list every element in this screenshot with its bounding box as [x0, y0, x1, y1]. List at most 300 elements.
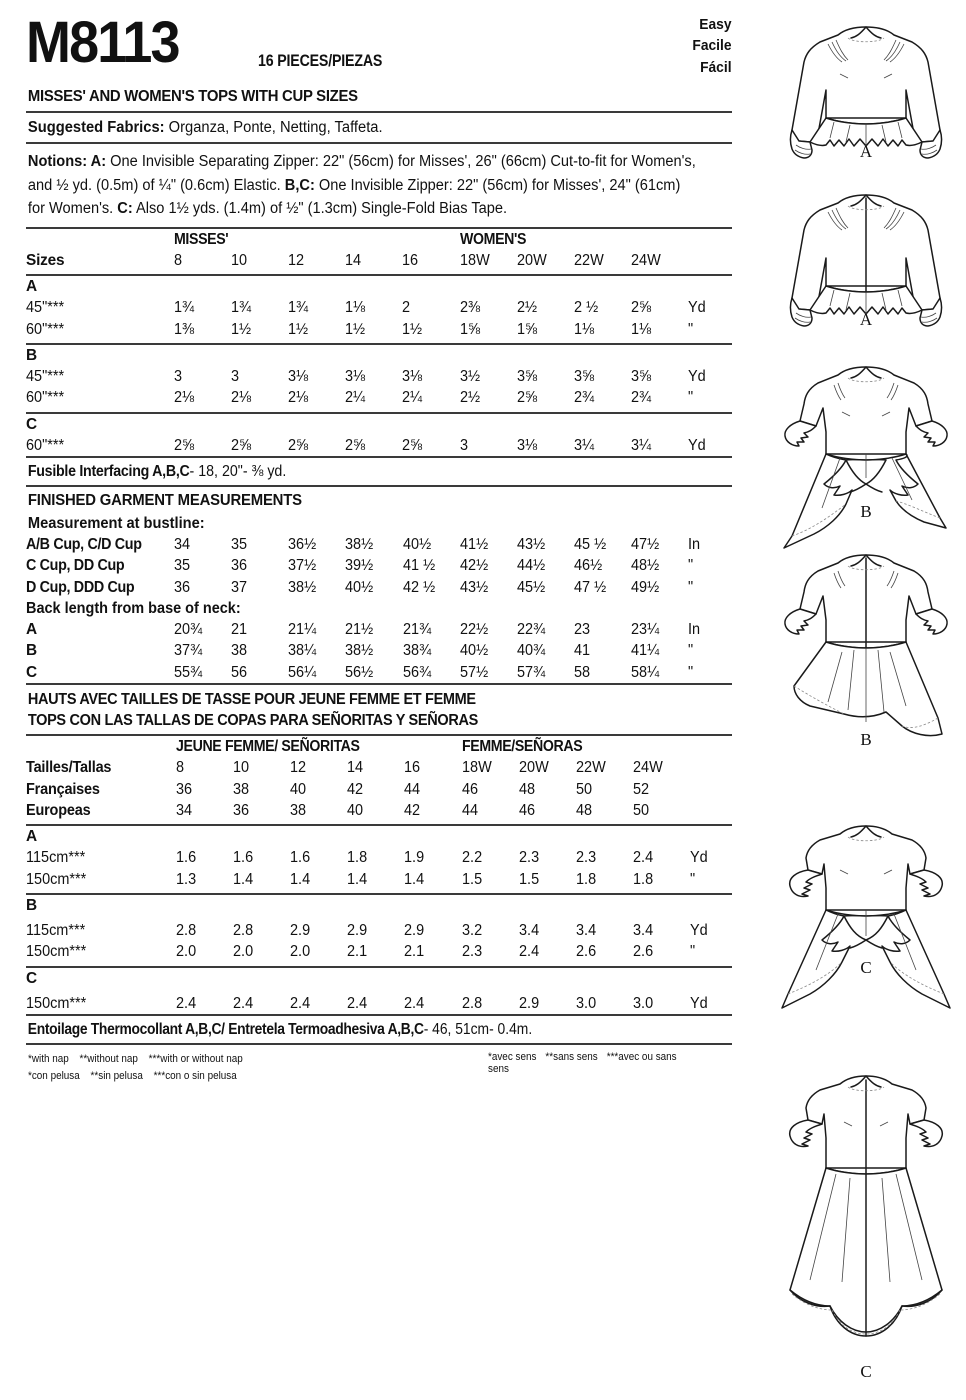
cell: 12 [290, 759, 307, 777]
cell: 35 [231, 536, 248, 554]
cell: 1½ [402, 320, 423, 338]
imperial-yardage-table [26, 229, 732, 457]
cell: 1.4 [347, 870, 368, 888]
notions-c-text: Also 1½ yds. (1.4m) of ½" (1.3cm) Single-Fold Bias Tape. [132, 200, 508, 218]
view-letter: B [26, 346, 37, 364]
notions-label: Notions: [27, 153, 88, 171]
fusible-interfacing [26, 458, 683, 485]
cell: 22½ [459, 621, 488, 639]
cell: 21¼ [288, 621, 317, 639]
illustration-label: A [859, 310, 873, 329]
cell: 34 [174, 536, 191, 554]
footnote-es-2: **sin pelusa [90, 1070, 143, 1083]
view-section-header [26, 894, 732, 916]
illustration-b-back [766, 546, 966, 756]
footnotes [26, 1049, 732, 1099]
cell: 2½ [516, 299, 537, 317]
cell: 57¾ [516, 663, 545, 681]
cell: 1.9 [404, 849, 425, 867]
size-cell: 14 [345, 251, 362, 269]
divider [26, 1043, 732, 1045]
cell: 38 [231, 642, 248, 660]
cell: 1⅝ [516, 320, 537, 338]
cell: 38 [290, 801, 307, 819]
cell: 21 [231, 621, 248, 639]
cell: 1½ [345, 320, 366, 338]
notions-bc-text: One Invisible Zipper: 22" (56cm) for Misses', 24" (61cm) for Women's. [27, 176, 681, 218]
cell: 1⅜ [174, 320, 195, 338]
cell: 3⅛ [288, 368, 309, 386]
cell: 40 [290, 780, 307, 798]
cell: 2⅝ [516, 389, 537, 407]
pattern-number: M8113 [26, 10, 179, 75]
view-section-header [26, 825, 732, 847]
unit-cell: " [687, 557, 694, 575]
footnote-row-english [28, 1051, 254, 1068]
cell: 21½ [345, 621, 374, 639]
size-cell: 12 [288, 251, 305, 269]
cell: 2.3 [575, 849, 596, 867]
finished-garment-heading: FINISHED GARMENT MEASUREMENTS [27, 492, 302, 510]
title-spanish: TOPS CON LAS TALLAS DE COPAS PARA SEÑORITAS Y SEÑORAS [27, 712, 478, 729]
cell: 23 [573, 621, 590, 639]
difficulty-rating [693, 14, 732, 78]
row-label: B [26, 642, 37, 660]
cell: 40½ [402, 536, 431, 554]
suggested-fabrics-label: Suggested Fabrics: [27, 119, 165, 136]
cell: 20W [518, 759, 549, 777]
footnote-es-3: ***con o sin pelusa [153, 1070, 237, 1083]
cell: 3½ [459, 368, 480, 386]
cell: 46 [461, 780, 478, 798]
cell: 2⅝ [402, 436, 423, 454]
illustration-label: B [860, 730, 872, 749]
notions [26, 144, 700, 226]
cell: 3¼ [630, 436, 651, 454]
cell: 1.4 [233, 870, 254, 888]
cell: 2.0 [290, 943, 311, 961]
table-row [26, 366, 732, 387]
cell: 56¾ [402, 663, 431, 681]
footnote-en-1: *with nap [28, 1053, 69, 1066]
cell: 47 ½ [573, 578, 606, 596]
cell: 3⅛ [402, 368, 423, 386]
difficulty-fr: Facile [692, 37, 732, 55]
cell: 44 [461, 801, 478, 819]
pieces-count: 16 PIECES/PIEZAS [258, 52, 383, 70]
footnote-fr-3: ***avec ou sans sens [488, 1051, 677, 1076]
cell: 38½ [345, 536, 374, 554]
table-row [26, 757, 732, 778]
table-row [26, 847, 732, 868]
cell: 36 [233, 801, 250, 819]
cell: 3⅝ [573, 368, 594, 386]
cell: 3⅝ [516, 368, 537, 386]
illustration-c-front [766, 818, 966, 1018]
cell: 2¾ [630, 389, 651, 407]
cell: 38¼ [288, 642, 317, 660]
cell: 23¼ [630, 621, 659, 639]
cell: 1.8 [632, 870, 653, 888]
cell: 48 [518, 780, 535, 798]
group-jeune-femme: JEUNE FEMME/ SEÑORITAS [176, 738, 360, 756]
cell: 2.9 [290, 922, 311, 940]
unit-cell: In [687, 536, 700, 554]
entoilage-value: - 46, 51cm- 0.4m. [423, 1021, 533, 1039]
cell: 56½ [345, 663, 374, 681]
cell: 1.4 [404, 870, 425, 888]
cell: 44 [404, 780, 421, 798]
cell: 36½ [288, 536, 317, 554]
size-cell: 24W [630, 251, 661, 269]
cell: 50 [632, 801, 649, 819]
cell: 1.3 [176, 870, 197, 888]
row-label: 45"*** [26, 368, 65, 386]
size-cell: 18W [459, 251, 490, 269]
cell: 21¾ [402, 621, 431, 639]
unit-cell: " [689, 943, 695, 961]
cell: 34 [176, 801, 193, 819]
backlength-label-row [26, 598, 732, 619]
cell: 1.6 [290, 849, 311, 867]
illustration-b-front [766, 358, 966, 558]
cell: 58 [573, 663, 590, 681]
language-titles [26, 685, 683, 734]
cell: 38½ [345, 642, 374, 660]
cell: 52 [632, 780, 649, 798]
cell: 37½ [288, 557, 317, 575]
cell: 2⅝ [288, 436, 309, 454]
unit-cell: Yd [687, 368, 706, 386]
table-row [26, 619, 732, 640]
suggested-fabrics-value: Organza, Ponte, Netting, Taffeta. [164, 119, 383, 136]
cell: 1.8 [575, 870, 596, 888]
cell: 40½ [459, 642, 488, 660]
illustration-label: C [860, 958, 872, 977]
cell: 3⅛ [345, 368, 366, 386]
cell: 2.0 [233, 943, 254, 961]
footnotes-left [28, 1051, 254, 1085]
view-section-header [26, 344, 732, 366]
cell: 1⅝ [459, 320, 480, 338]
table-group-header-row [26, 229, 732, 250]
cell: 41 [573, 642, 590, 660]
cell: 3¼ [573, 436, 594, 454]
cell: 10 [233, 759, 250, 777]
cell: 48 [575, 801, 592, 819]
cell: 36 [176, 780, 193, 798]
cell: 2.4 [518, 943, 539, 961]
cell: 1½ [288, 320, 309, 338]
cell: 37¾ [174, 642, 203, 660]
table-row [26, 920, 732, 941]
table-row [26, 534, 732, 555]
row-label: Tailles/Tallas [26, 759, 112, 777]
group-womens: WOMEN'S [459, 230, 526, 248]
unit-cell: " [687, 320, 693, 338]
cell: 24W [632, 759, 663, 777]
cell: 56 [231, 663, 248, 681]
cell: 2.4 [347, 994, 368, 1012]
size-cell: 8 [174, 251, 183, 269]
size-cell: 20W [516, 251, 547, 269]
notions-a-label: A: [87, 153, 107, 171]
cell: 37 [231, 578, 248, 596]
cell: 45½ [516, 578, 545, 596]
cell: 3.0 [632, 994, 653, 1012]
notions-bc-label: B,C: [284, 176, 315, 194]
row-label: Europeas [26, 801, 91, 819]
illustration-label: A [859, 142, 873, 161]
cell: 2.2 [461, 849, 482, 867]
size-cell: 16 [402, 251, 419, 269]
table-row [26, 869, 732, 890]
cell: 2.8 [233, 922, 254, 940]
cell: 56¼ [288, 663, 317, 681]
row-label: 115cm*** [26, 849, 86, 867]
cell: 1¾ [231, 299, 252, 317]
suggested-fabrics [26, 113, 697, 142]
unit-cell: " [689, 870, 695, 888]
finished-garment-table [26, 534, 732, 683]
cell: 1⅛ [630, 320, 651, 338]
illustration-label: C [860, 1362, 872, 1381]
cell: 3.0 [575, 994, 596, 1012]
cell: 2.4 [233, 994, 254, 1012]
cell: 3.2 [461, 922, 482, 940]
cell: 2.0 [176, 943, 197, 961]
illustration-c-back [766, 1068, 966, 1388]
cell: 2.4 [632, 849, 653, 867]
cell: 55¾ [174, 663, 203, 681]
cell: 50 [575, 780, 592, 798]
cell: 41½ [459, 536, 488, 554]
cell: 38¾ [402, 642, 431, 660]
view-letter: C [26, 969, 37, 987]
cell: 14 [347, 759, 364, 777]
cell: 1.5 [518, 870, 539, 888]
cell: 2¼ [345, 389, 366, 407]
difficulty-en: Easy [699, 16, 732, 33]
row-label: Françaises [26, 780, 100, 798]
unit-cell: In [687, 621, 700, 639]
cell: 16 [404, 759, 421, 777]
unit-cell: Yd [689, 994, 708, 1012]
cell: 38½ [288, 578, 317, 596]
footnote-en-2: **without nap [79, 1053, 138, 1066]
fusible-value: - 18, 20"- ⅜ yd. [189, 463, 287, 481]
table-row [26, 662, 732, 683]
notions-c-label: C: [117, 200, 133, 218]
garment-illustrations [766, 0, 966, 1400]
backlength-label: Back length from base of neck: [26, 599, 241, 617]
unit-cell: Yd [687, 436, 706, 454]
cell: 1½ [231, 320, 252, 338]
footnote-en-3: ***with or without nap [148, 1053, 243, 1066]
row-label: A [26, 621, 37, 639]
cell: 48½ [630, 557, 659, 575]
cell: 43½ [516, 536, 545, 554]
view-section-header [26, 967, 732, 989]
table-row [26, 297, 732, 318]
cell: 2.4 [176, 994, 197, 1012]
cell: 1.6 [233, 849, 254, 867]
row-label: 60"*** [26, 436, 65, 454]
cell: 38 [233, 780, 250, 798]
row-label: D Cup, DDD Cup [26, 578, 135, 596]
cell: 2¼ [402, 389, 423, 407]
cell: 2⅝ [174, 436, 195, 454]
cell: 1.5 [461, 870, 482, 888]
cell: 2.3 [518, 849, 539, 867]
cell: 2 [402, 299, 411, 317]
view-letter: A [26, 828, 37, 846]
unit-cell: " [687, 663, 694, 681]
unit-cell: Yd [689, 849, 708, 867]
footnotes-right [488, 1051, 708, 1075]
cell: 45 ½ [573, 536, 606, 554]
cell: 3 [459, 436, 468, 454]
cell: 2.3 [461, 943, 482, 961]
cell: 2 ½ [573, 299, 598, 317]
cell: 2.6 [632, 943, 653, 961]
view-section-header [26, 413, 732, 435]
table-row [26, 800, 732, 821]
unit-cell: Yd [687, 299, 706, 317]
cell: 39½ [345, 557, 374, 575]
table-row [26, 435, 732, 456]
row-label: 60"*** [26, 389, 65, 407]
cell: 2.9 [518, 994, 539, 1012]
cell: 3 [231, 368, 240, 386]
illustration-a-back [766, 186, 966, 336]
sizes-header-row [26, 250, 732, 271]
cell: 46 [518, 801, 535, 819]
sizes-label: Sizes [26, 251, 65, 269]
table-row [26, 577, 732, 598]
cell: 58¼ [630, 663, 659, 681]
cell: 2⅝ [231, 436, 252, 454]
cell: 22¾ [516, 621, 545, 639]
cell: 2.1 [347, 943, 368, 961]
cell: 3⅝ [630, 368, 651, 386]
page-title: MISSES' AND WOMEN'S TOPS WITH CUP SIZES [27, 88, 358, 105]
unit-cell: Yd [689, 922, 708, 940]
group-femme: FEMME/SEÑORAS [461, 738, 582, 756]
cell: 42 [347, 780, 364, 798]
bustline-label: Measurement at bustline: [27, 515, 205, 533]
cell: 3.4 [632, 922, 653, 940]
table-row [26, 387, 732, 408]
size-cell: 10 [231, 251, 248, 269]
row-label: 60"*** [26, 320, 65, 338]
row-label: 150cm*** [26, 994, 87, 1012]
info-column [26, 0, 732, 1400]
table-row [26, 640, 732, 661]
cell: 2½ [459, 389, 480, 407]
fusible-label: Fusible Interfacing A,B,C [27, 463, 190, 481]
cell: 43½ [459, 578, 488, 596]
row-label: 150cm*** [26, 870, 87, 888]
cell: 1.8 [347, 849, 368, 867]
cell: 41 ½ [402, 557, 435, 575]
cell: 2⅛ [231, 389, 252, 407]
cell: 2⅛ [174, 389, 195, 407]
cell: 36 [231, 557, 248, 575]
cell: 42½ [459, 557, 488, 575]
view-letter: A [26, 278, 37, 296]
table-row [26, 779, 732, 800]
cell: 2¾ [573, 389, 594, 407]
envelope-header [26, 0, 732, 88]
cell: 1.6 [176, 849, 197, 867]
view-section-header [26, 275, 732, 297]
cell: 40¾ [516, 642, 545, 660]
cell: 2.4 [404, 994, 425, 1012]
cell: 40½ [345, 578, 374, 596]
cell: 3.4 [575, 922, 596, 940]
table-row [26, 941, 732, 962]
metric-yardage-table [26, 736, 732, 1014]
entoilage-line [26, 1016, 665, 1043]
footnote-row-spanish [28, 1068, 254, 1085]
cell: 2⅜ [459, 299, 480, 317]
cell: 47½ [630, 536, 659, 554]
cell: 57½ [459, 663, 488, 681]
row-label: C [26, 663, 37, 681]
row-label: A/B Cup, C/D Cup [26, 536, 142, 554]
cell: 20¾ [174, 621, 203, 639]
cell: 40 [347, 801, 364, 819]
group-misses: MISSES' [174, 230, 229, 248]
unit-cell: " [687, 642, 694, 660]
cell: 3.4 [518, 922, 539, 940]
cell: 1¾ [174, 299, 195, 317]
table-row [26, 993, 732, 1014]
cell: 2⅝ [630, 299, 651, 317]
cell: 1⅛ [573, 320, 594, 338]
unit-cell: " [687, 578, 694, 596]
row-label: 115cm*** [26, 922, 86, 940]
footnote-fr-1: *avec sens [488, 1051, 537, 1064]
illustration-a-front [766, 18, 966, 168]
cell: 18W [461, 759, 492, 777]
footnote-es-1: *con pelusa [28, 1070, 80, 1083]
cell: 1¾ [288, 299, 309, 317]
cell: 22W [575, 759, 606, 777]
title-french: HAUTS AVEC TAILLES DE TASSE POUR JEUNE FEMME ET FEMME [27, 690, 476, 708]
cell: 42 ½ [402, 578, 435, 596]
cell: 44½ [516, 557, 545, 575]
cell: 2.8 [176, 922, 197, 940]
cell: 35 [174, 557, 191, 575]
cell: 2.6 [575, 943, 596, 961]
cell: 2.9 [347, 922, 368, 940]
cell: 2.4 [290, 994, 311, 1012]
row-label: 45"*** [26, 299, 65, 317]
cell: 1.4 [290, 870, 311, 888]
cell: 3⅛ [516, 436, 537, 454]
cell: 42 [404, 801, 421, 819]
cell: 2⅛ [288, 389, 309, 407]
row-label: 150cm*** [26, 943, 87, 961]
view-letter: C [26, 415, 37, 433]
table-row [26, 319, 732, 340]
view-letter: B [26, 896, 37, 914]
entoilage-label: Entoilage Thermocollant A,B,C/ Entretela Termoadhesiva A,B,C [27, 1021, 424, 1039]
cell: 36 [174, 578, 191, 596]
size-cell: 22W [573, 251, 604, 269]
